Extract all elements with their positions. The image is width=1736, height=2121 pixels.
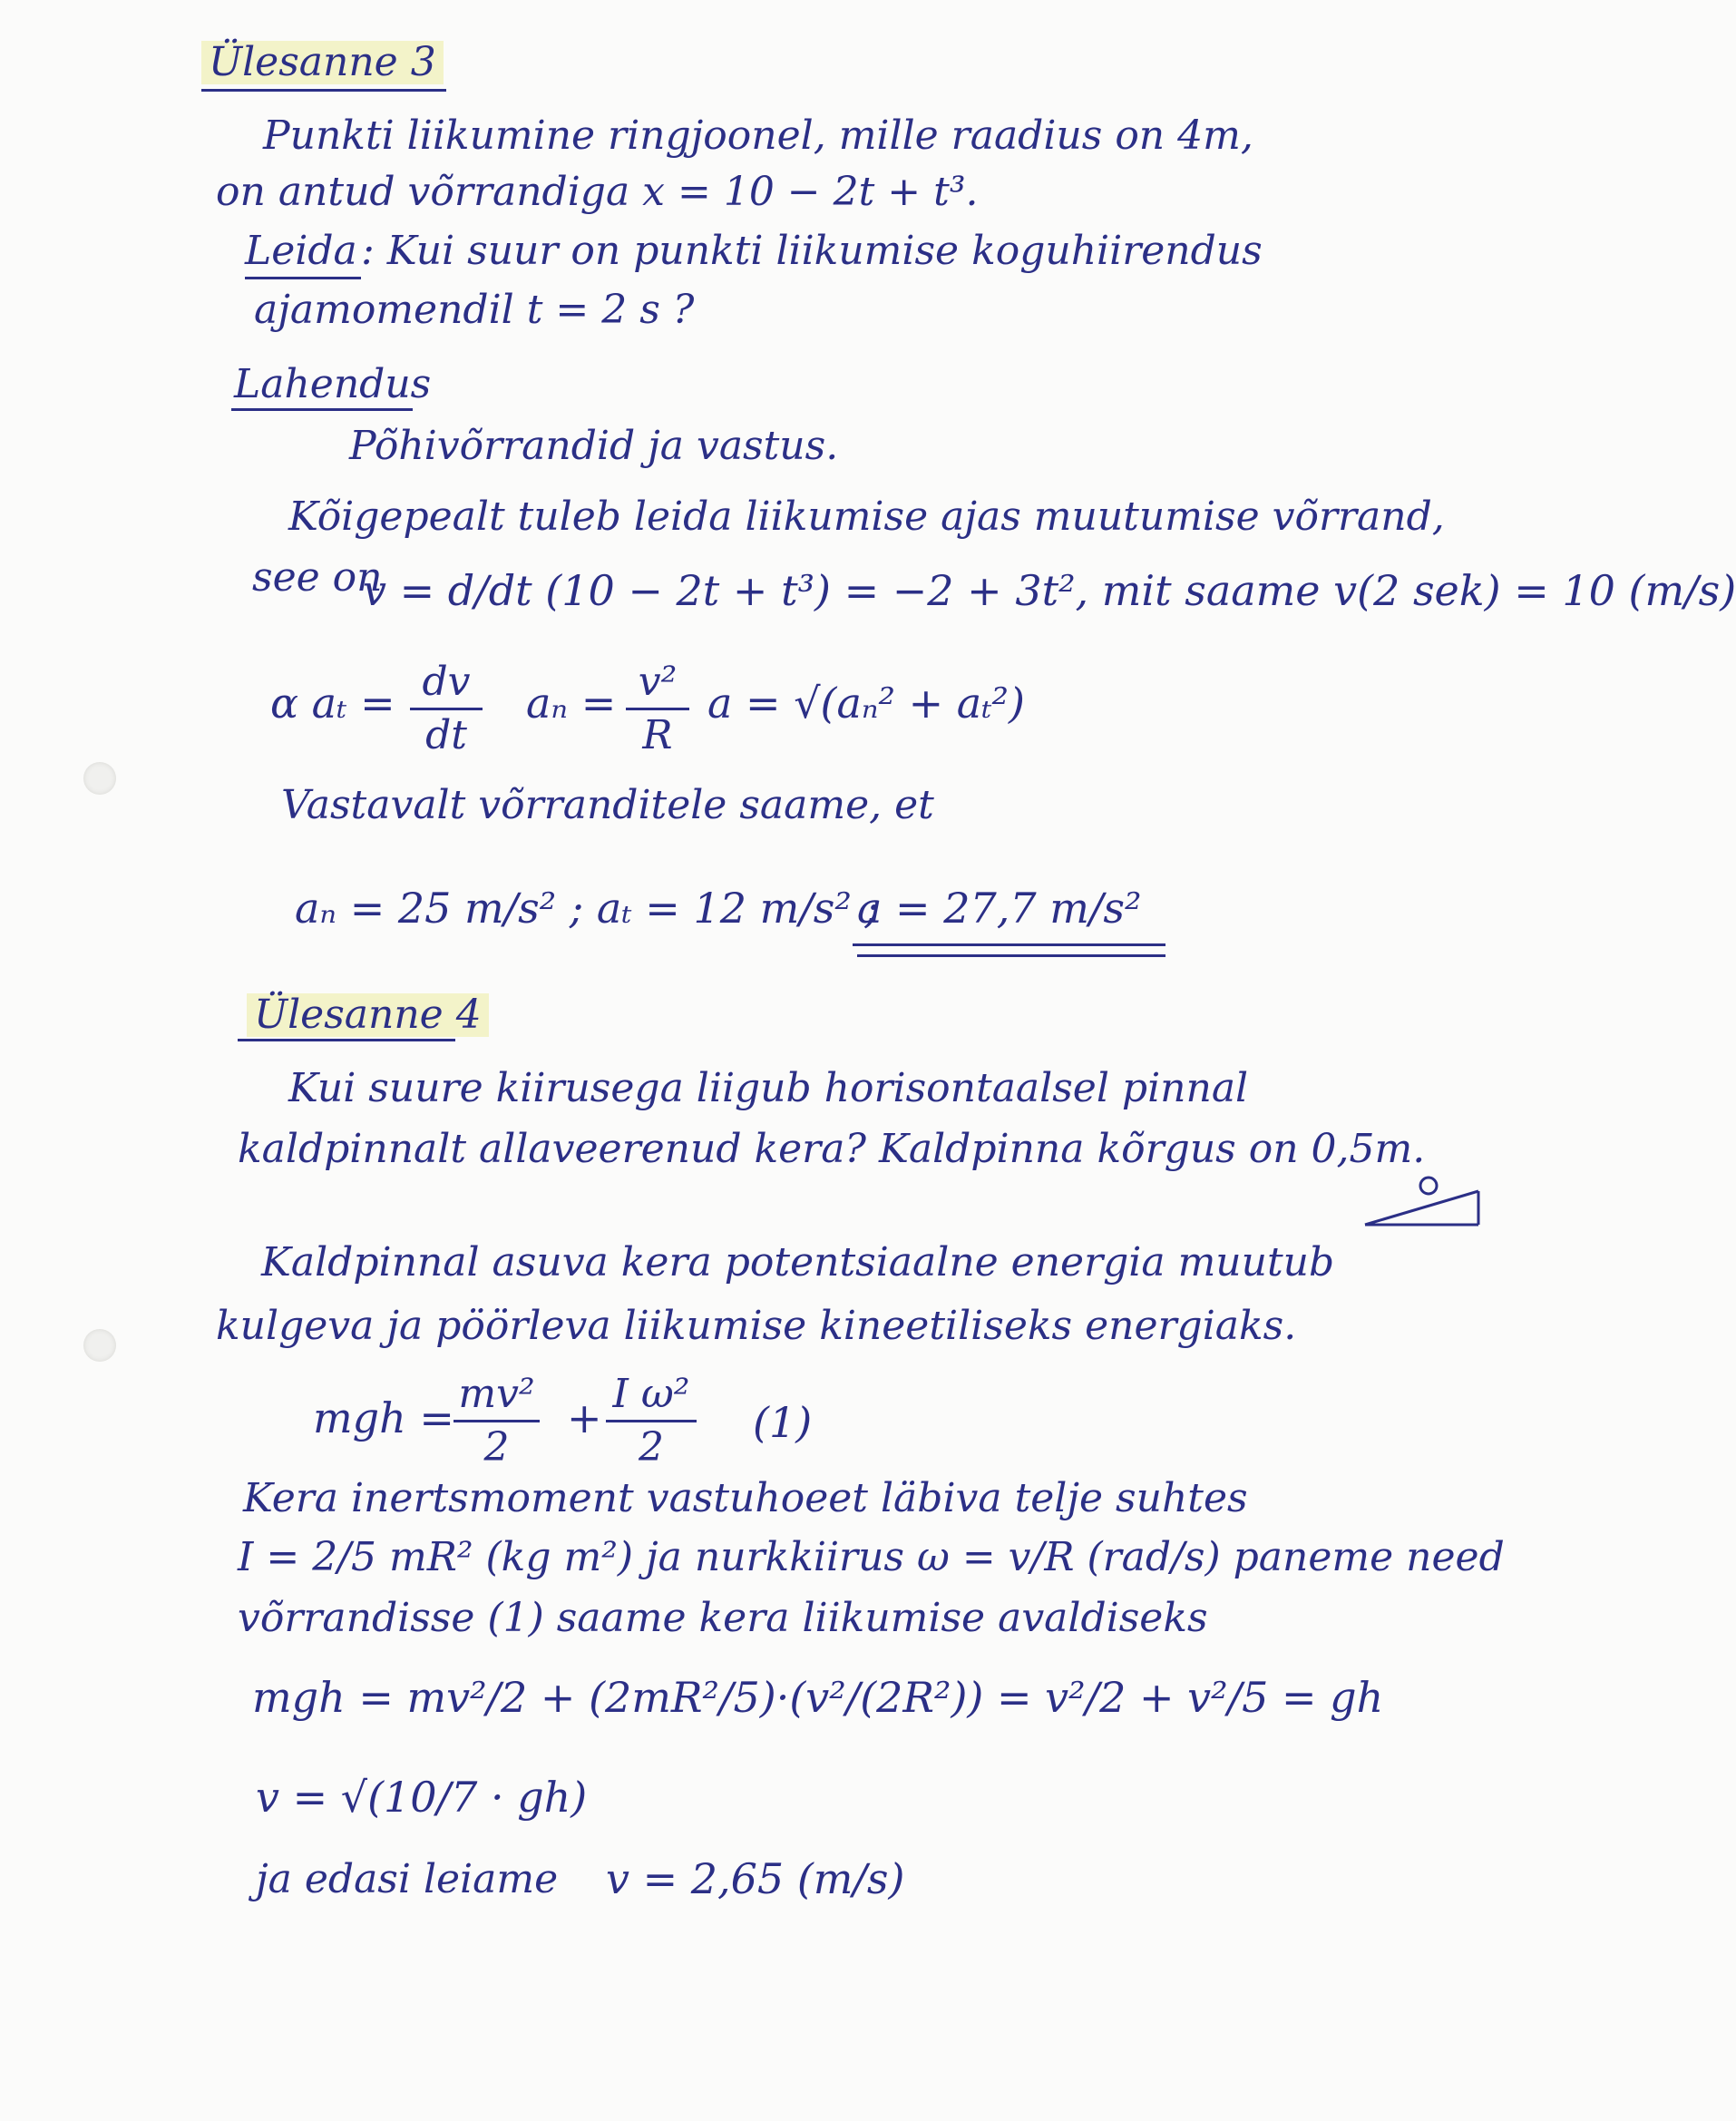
find-underline bbox=[245, 277, 361, 279]
task3-find-line1: : Kui suur on punkti liikumise koguhiirendus bbox=[361, 228, 1263, 274]
task4-sol-line1: Kaldpinnal asuva kera potentsiaalne energia muutub bbox=[261, 1239, 1335, 1285]
tangential-acc-fraction bbox=[410, 659, 483, 758]
fraction-denominator: 2 bbox=[483, 1424, 510, 1471]
task3-heading: Ülesanne 3 bbox=[201, 41, 444, 84]
task4-question-line2: kaldpinnalt allaveerenud kera? Kaldpinna kõrgus on 0,5m. bbox=[238, 1126, 1426, 1172]
task3-velocity-formula: v = d/dt (10 − 2t + t³) = −2 + 3t², mit saame v(2 sek) = 10 (m/s) bbox=[363, 566, 1736, 615]
inclined-plane-sketch bbox=[1361, 1175, 1487, 1229]
heading-underline bbox=[238, 1039, 455, 1041]
task4-heading: Ülesanne 4 bbox=[247, 993, 489, 1037]
task4-sol-line3: Kera inertsmoment vastuhoeet läbiva telje suhtes bbox=[243, 1475, 1248, 1521]
fraction-numerator: mv² bbox=[458, 1371, 535, 1417]
equation-number: (1) bbox=[753, 1398, 813, 1447]
task3-results: aₙ = 25 m/s² ; aₜ = 12 m/s² ; bbox=[295, 884, 879, 933]
punch-hole bbox=[83, 762, 116, 795]
total-acc-formula: a = √(aₙ² + aₜ²) bbox=[707, 679, 1025, 728]
task3-result-intro: Vastavalt võrranditele saame, et bbox=[281, 782, 934, 828]
fraction-numerator: I ω² bbox=[612, 1371, 690, 1417]
punch-hole bbox=[83, 1329, 116, 1362]
answer-underline bbox=[853, 943, 1165, 946]
task3-find-label: Leida bbox=[245, 228, 357, 274]
heading-underline bbox=[201, 89, 446, 92]
tangential-acc-prefix: α aₜ = bbox=[270, 679, 395, 728]
task4-question-line1: Kui suure kiirusega liigub horisontaalsel pinnal bbox=[288, 1065, 1249, 1111]
kinetic-energy-fraction bbox=[454, 1371, 540, 1471]
task3-sol-line2: Kõigepealt tuleb leida liikumise ajas muutumise võrrand, bbox=[288, 494, 1445, 540]
fraction-numerator: v² bbox=[638, 659, 678, 705]
task4-long-equation: mgh = mv²/2 + (2mR²/5)·(v²/(2R²)) = v²/2 + v²/5 = gh bbox=[252, 1673, 1384, 1722]
fraction-denominator: dt bbox=[425, 712, 467, 758]
task3-sol-line1: Põhivõrrandid ja vastus. bbox=[349, 423, 839, 469]
normal-acc-fraction bbox=[626, 659, 689, 758]
task4-answer: v = 2,65 (m/s) bbox=[606, 1854, 905, 1903]
task3-given-line2: on antud võrrandiga x = 10 − 2t + t³. bbox=[216, 169, 979, 215]
task3-final-answer: a = 27,7 m/s² bbox=[857, 884, 1142, 933]
energy-left: mgh = bbox=[313, 1393, 454, 1442]
task3-sol-line3-prefix: see on bbox=[252, 554, 383, 601]
task4-answer-prefix: ja edasi leiame bbox=[256, 1856, 559, 1902]
normal-acc-prefix: aₙ = bbox=[526, 679, 617, 728]
fraction-denominator: R bbox=[642, 712, 673, 758]
task4-sol-line5: võrrandisse (1) saame kera liikumise avaldiseks bbox=[238, 1595, 1208, 1641]
task3-solution-label: Lahendus bbox=[234, 361, 432, 407]
solution-underline bbox=[231, 408, 413, 411]
rotational-energy-fraction bbox=[606, 1371, 697, 1471]
task4-velocity-formula: v = √(10/7 · gh) bbox=[256, 1773, 588, 1822]
fraction-denominator: 2 bbox=[639, 1424, 664, 1471]
task4-sol-line2: kulgeva ja pöörleva liikumise kineetiliseks energiaks. bbox=[216, 1303, 1297, 1349]
energy-plus: + bbox=[567, 1393, 602, 1442]
fraction-numerator: dv bbox=[422, 659, 471, 705]
task4-sol-line4: I = 2/5 mR² (kg m²) ja nurkkiirus ω = v/R (rad/s) paneme need bbox=[238, 1534, 1505, 1580]
task3-given-line1: Punkti liikumine ringjoonel, mille raadius on 4m, bbox=[263, 112, 1253, 159]
task3-find-line2: ajamomendil t = 2 s ? bbox=[254, 287, 695, 333]
answer-underline bbox=[857, 954, 1165, 957]
